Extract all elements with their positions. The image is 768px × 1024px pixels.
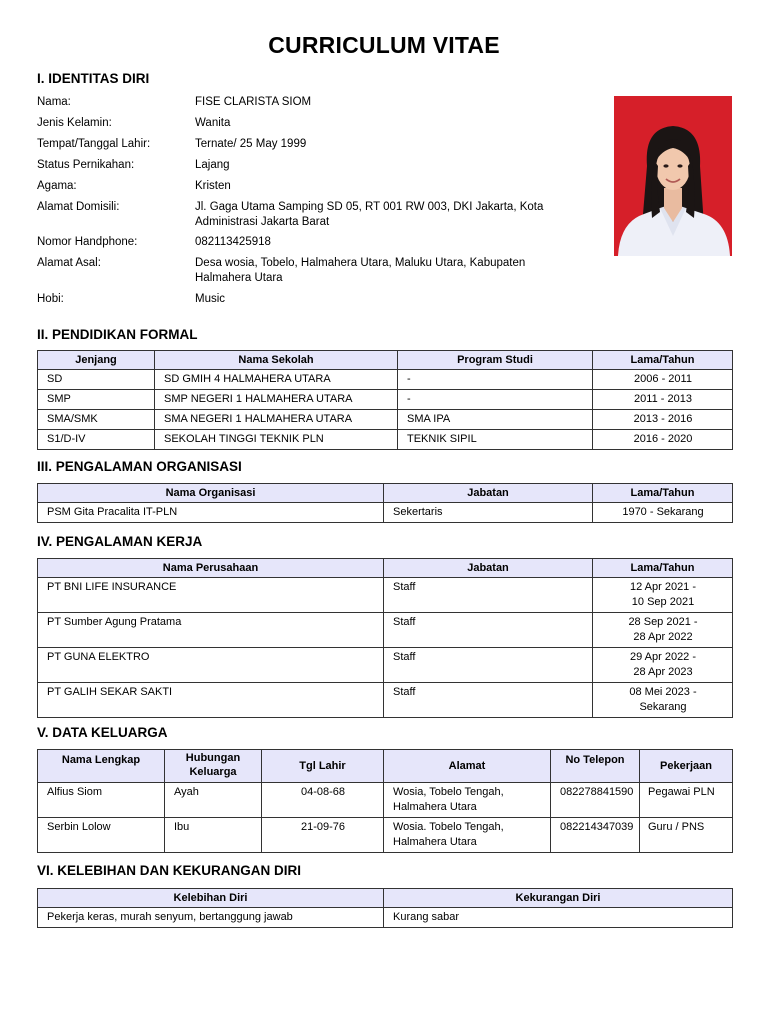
table-cell: Kurang sabar: [384, 908, 733, 928]
table-row: [38, 783, 733, 818]
period-end: 10 Sep 2021: [631, 596, 695, 608]
table-cell: SMA/SMK: [38, 410, 155, 430]
table-cell: 04-08-68: [262, 783, 384, 818]
table-row: [38, 818, 733, 853]
table-cell: Staff: [384, 683, 593, 718]
table-cell: 21-09-76: [262, 818, 384, 853]
period-end: Sekarang: [639, 701, 687, 713]
table-cell: SD GMIH 4 HALMAHERA UTARA: [155, 370, 398, 390]
identity-value: Kristen: [195, 180, 231, 192]
table-cell: [384, 783, 551, 818]
identity-value: Lajang: [195, 159, 230, 171]
traits-table: [37, 888, 733, 928]
table-cell: PSM Gita Pracalita IT-PLN: [38, 503, 384, 523]
identity-label: Nomor Handphone:: [37, 236, 138, 248]
table-cell: 2013 - 2016: [593, 410, 733, 430]
identity-value: Desa wosia, Tobelo, Halmahera Utara, Maluku Utara, Kabupaten Halmahera Utara: [195, 257, 526, 284]
table-cell: Pegawai PLN: [640, 783, 733, 818]
column-header: No Telepon: [551, 750, 640, 783]
column-header: Alamat: [384, 750, 551, 783]
column-header: Nama Lengkap: [38, 750, 165, 783]
column-header: Program Studi: [398, 351, 593, 370]
column-header: Kelebihan Diri: [38, 889, 384, 908]
column-header: Nama Organisasi: [38, 484, 384, 503]
table-cell: PT Sumber Agung Pratama: [38, 613, 384, 648]
table-cell: -: [398, 390, 593, 410]
identity-row-gender: [37, 116, 597, 131]
identity-row-birth: [37, 137, 597, 152]
table-cell: PT BNI LIFE INSURANCE: [38, 578, 384, 613]
table-header-row: [38, 559, 733, 578]
table-cell: 2011 - 2013: [593, 390, 733, 410]
identity-row-domicile: [37, 200, 597, 230]
education-table: [37, 350, 733, 450]
identity-label: Hobi:: [37, 293, 64, 305]
identity-value: 082113425918: [195, 236, 271, 248]
table-cell: Staff: [384, 578, 593, 613]
table-cell: 1970 - Sekarang: [593, 503, 733, 523]
table-cell: PT GUNA ELEKTRO: [38, 648, 384, 683]
table-row: [38, 683, 733, 718]
section-family-heading: V. DATA KELUARGA: [37, 725, 168, 740]
column-header: Kekurangan Diri: [384, 889, 733, 908]
address-line: Halmahera Utara: [393, 836, 477, 848]
period-start: 08 Mei 2023 -: [629, 686, 697, 698]
section-education-heading: II. PENDIDIKAN FORMAL: [37, 327, 198, 342]
column-header: Lama/Tahun: [593, 351, 733, 370]
table-row: [38, 410, 733, 430]
profile-photo: [614, 96, 732, 256]
table-cell: Guru / PNS: [640, 818, 733, 853]
table-cell: SMA NEGERI 1 HALMAHERA UTARA: [155, 410, 398, 430]
table-row: [38, 430, 733, 450]
table-row: [38, 370, 733, 390]
organization-table: [37, 483, 733, 523]
identity-value: FISE CLARISTA SIOM: [195, 96, 312, 108]
column-header: Tgl Lahir: [262, 750, 384, 783]
cv-title: CURRICULUM VITAE: [268, 32, 500, 58]
table-row: [38, 578, 733, 613]
identity-row-origin: [37, 256, 597, 286]
identity-row-name: [37, 95, 597, 110]
table-cell: S1/D-IV: [38, 430, 155, 450]
table-row: [38, 908, 733, 928]
table-cell: Sekertaris: [384, 503, 593, 523]
table-cell: -: [398, 370, 593, 390]
table-cell: Pekerja keras, murah senyum, bertanggung jawab: [38, 908, 384, 928]
table-cell: [593, 613, 733, 648]
section-identity-heading: I. IDENTITAS DIRI: [37, 71, 150, 86]
table-cell: [384, 818, 551, 853]
table-cell: 2016 - 2020: [593, 430, 733, 450]
section-traits-heading: VI. KELEBIHAN DAN KEKURANGAN DIRI: [37, 863, 302, 878]
table-cell: SMP: [38, 390, 155, 410]
identity-label: Status Pernikahan:: [37, 159, 135, 171]
table-cell: Ibu: [165, 818, 262, 853]
column-header: Lama/Tahun: [593, 484, 733, 503]
identity-row-hobby: [37, 292, 597, 307]
column-header: Lama/Tahun: [593, 559, 733, 578]
address-line: Wosia, Tobelo Tengah,: [393, 786, 504, 798]
table-cell: 082278841590: [551, 783, 640, 818]
table-cell: Ayah: [165, 783, 262, 818]
section-work-heading: IV. PENGALAMAN KERJA: [37, 534, 203, 549]
address-line: Wosia. Tobelo Tengah,: [393, 821, 504, 833]
header-line: Keluarga: [189, 766, 237, 778]
identity-value: Wanita: [195, 117, 231, 129]
identity-label: Alamat Asal:: [37, 257, 101, 269]
portrait-illustration: [614, 96, 732, 256]
identity-label: Alamat Domisili:: [37, 201, 120, 213]
identity-row-marital: [37, 158, 597, 173]
period-start: 28 Sep 2021 -: [628, 616, 698, 628]
table-row: [38, 503, 733, 523]
table-cell: 2006 - 2011: [593, 370, 733, 390]
column-header: Pekerjaan: [640, 750, 733, 783]
table-row: [38, 648, 733, 683]
identity-row-religion: [37, 179, 597, 194]
table-cell: PT GALIH SEKAR SAKTI: [38, 683, 384, 718]
table-row: [38, 390, 733, 410]
table-cell: Staff: [384, 648, 593, 683]
table-cell: SMP NEGERI 1 HALMAHERA UTARA: [155, 390, 398, 410]
period-end: 28 Apr 2023: [633, 666, 693, 678]
table-cell: 082214347039: [551, 818, 640, 853]
column-header: Jabatan: [384, 559, 593, 578]
period-end: 28 Apr 2022: [633, 631, 693, 643]
period-start: 29 Apr 2022 -: [629, 651, 697, 663]
table-row: [38, 613, 733, 648]
column-header: Nama Perusahaan: [38, 559, 384, 578]
period-start: 12 Apr 2021 -: [629, 581, 697, 593]
section-organization-heading: III. PENGALAMAN ORGANISASI: [37, 459, 242, 474]
column-header: Jabatan: [384, 484, 593, 503]
work-table: [37, 558, 733, 718]
identity-value: Ternate/ 25 May 1999: [195, 138, 307, 150]
table-cell: Alfius Siom: [38, 783, 165, 818]
identity-label: Tempat/Tanggal Lahir:: [37, 138, 151, 150]
table-cell: [593, 683, 733, 718]
column-header: [165, 750, 262, 783]
identity-row-phone: [37, 235, 597, 250]
table-cell: [593, 648, 733, 683]
identity-label: Jenis Kelamin:: [37, 117, 112, 129]
column-header: Nama Sekolah: [155, 351, 398, 370]
column-header: Jenjang: [38, 351, 155, 370]
table-header-row: [38, 889, 733, 908]
identity-value: Music: [195, 293, 226, 305]
header-line: Hubungan: [185, 752, 241, 764]
family-table: [37, 749, 733, 853]
table-cell: TEKNIK SIPIL: [398, 430, 593, 450]
address-line: Halmahera Utara: [393, 801, 477, 813]
table-header-row: [38, 351, 733, 370]
table-cell: Serbin Lolow: [38, 818, 165, 853]
table-cell: [593, 578, 733, 613]
identity-value: Jl. Gaga Utama Samping SD 05, RT 001 RW 003, DKI Jakarta, Kota Administrasi Jakarta Barat: [195, 201, 544, 228]
table-header-row: [38, 484, 733, 503]
identity-label: Nama:: [37, 96, 71, 108]
identity-label: Agama:: [37, 180, 77, 192]
table-cell: SMA IPA: [398, 410, 593, 430]
table-cell: SEKOLAH TINGGI TEKNIK PLN: [155, 430, 398, 450]
table-header-row: [38, 750, 733, 783]
table-cell: SD: [38, 370, 155, 390]
table-cell: Staff: [384, 613, 593, 648]
